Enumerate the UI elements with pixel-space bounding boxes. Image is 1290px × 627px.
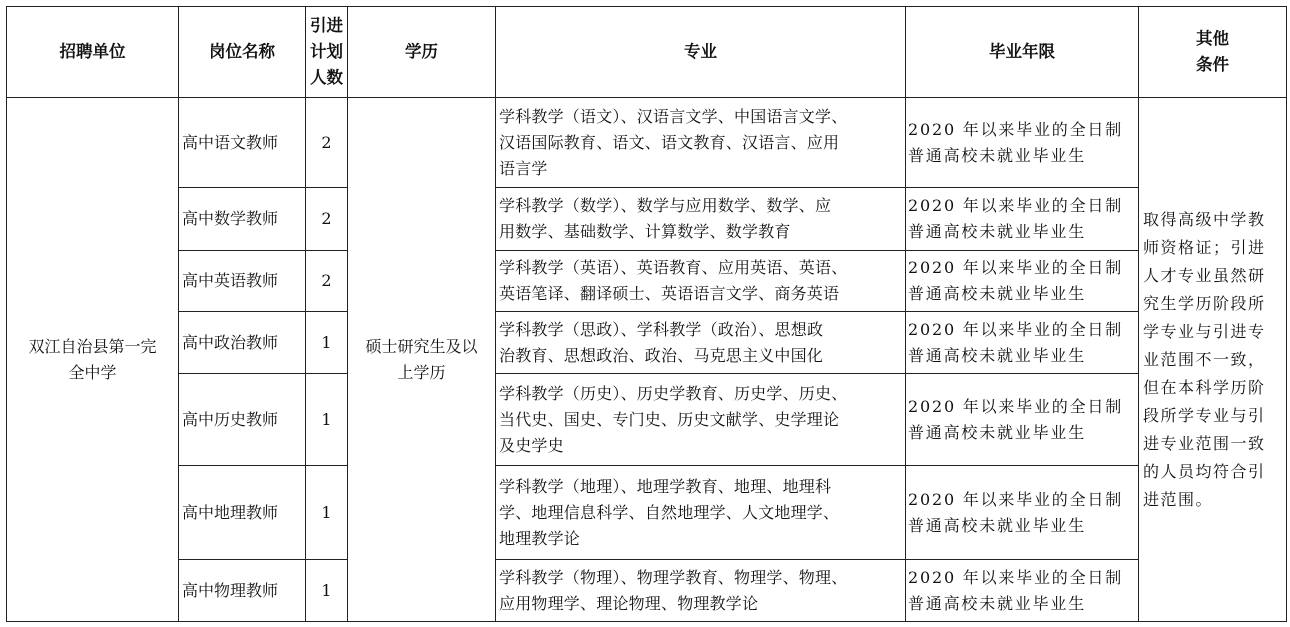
other-line: 进范围。: [1143, 489, 1214, 509]
other-line: 进专业范围一致: [1143, 433, 1266, 453]
position-name: 高中地理教师: [179, 466, 306, 560]
position-name: 高中历史教师: [179, 374, 306, 466]
grad-year-requirement: [906, 188, 1139, 251]
grad-line: 2020 年以来毕业的全日制: [908, 196, 1124, 215]
recruiting-unit: [7, 98, 179, 622]
grad-line: 2020 年以来毕业的全日制: [908, 567, 1124, 587]
grad-line: 2020 年以来毕业的全日制: [908, 489, 1124, 509]
major-line: 地理教学论: [499, 528, 581, 548]
plan-count: 2: [306, 98, 348, 188]
header-other: [1139, 7, 1287, 98]
header-major: 专业: [496, 7, 906, 98]
major-requirement: [496, 98, 906, 188]
major-line: 及史学史: [499, 435, 564, 455]
grad-year-requirement: [906, 98, 1139, 188]
major-line: 治教育、思想政治、政治、马克思主义中国化: [499, 345, 824, 365]
table-row: [7, 466, 1287, 560]
education-requirement: [348, 98, 496, 622]
recruitment-table: [6, 6, 1287, 622]
header-other-line: 其他: [1196, 29, 1229, 48]
other-line: 人才专业虽然研: [1143, 265, 1266, 285]
plan-count: 1: [306, 466, 348, 560]
grad-year-requirement: [906, 560, 1139, 622]
grad-year-requirement: [906, 251, 1139, 312]
plan-count: 1: [306, 312, 348, 374]
major-line: 学科教学（语文）、汉语言文学、中国语言文学、: [499, 106, 848, 126]
unit-line: 双江自治县第一完: [28, 336, 157, 356]
other-line: 师资格证；引进: [1143, 237, 1266, 257]
major-line: 语言学: [499, 158, 548, 178]
table-row: [7, 560, 1287, 622]
major-requirement: [496, 251, 906, 312]
other-line: 段所学专业与引: [1143, 405, 1266, 425]
position-name: 高中政治教师: [179, 312, 306, 374]
major-line: 学科教学（思政）、学科教学（政治）、思想政: [499, 319, 824, 339]
other-line: 但在本科学历阶: [1143, 377, 1266, 397]
education-line: 上学历: [397, 362, 446, 382]
other-line: 业范围不一致，: [1143, 349, 1266, 369]
header-unit: 招聘单位: [7, 7, 179, 98]
table-row: [7, 188, 1287, 251]
other-line: 学专业与引进专: [1143, 321, 1266, 341]
table-row: [7, 374, 1287, 466]
table-row: [7, 312, 1287, 374]
other-line: 取得高级中学教: [1143, 209, 1266, 229]
major-line: 学科教学（地理）、地理学教育、地理、地理科: [499, 476, 832, 496]
header-grad-year: 毕业年限: [906, 7, 1139, 98]
major-line: 学科教学（数学）、数学与应用数学、数学、应: [499, 196, 832, 215]
position-name: 高中数学教师: [179, 188, 306, 251]
grad-line: 普通高校未就业毕业生: [908, 422, 1087, 442]
position-name: 高中语文教师: [179, 98, 306, 188]
position-name: 高中英语教师: [179, 251, 306, 312]
grad-line: 2020 年以来毕业的全日制: [908, 119, 1124, 139]
grad-line: 2020 年以来毕业的全日制: [908, 319, 1124, 339]
grad-year-requirement: [906, 466, 1139, 560]
grad-line: 普通高校未就业毕业生: [908, 593, 1087, 613]
grad-line: 2020 年以来毕业的全日制: [908, 396, 1124, 416]
major-line: 英语笔译、翻译硕士、英语语言文学、商务英语: [499, 284, 840, 303]
plan-count: 1: [306, 560, 348, 622]
education-line: 硕士研究生及以: [365, 336, 478, 356]
grad-line: 普通高校未就业毕业生: [908, 222, 1087, 241]
other-conditions: [1139, 98, 1287, 622]
major-line: 汉语国际教育、语文、语文教育、汉语言、应用: [499, 132, 840, 152]
plan-count: 1: [306, 374, 348, 466]
table-row: [7, 98, 1287, 188]
major-requirement: [496, 312, 906, 374]
major-line: 学科教学（英语）、英语教育、应用英语、英语、: [499, 258, 848, 277]
header-other-line: 条件: [1196, 55, 1229, 74]
major-requirement: [496, 560, 906, 622]
grad-year-requirement: [906, 374, 1139, 466]
grad-line: 2020 年以来毕业的全日制: [908, 258, 1124, 277]
major-requirement: [496, 466, 906, 560]
major-line: 学科教学（历史）、历史学教育、历史学、历史、: [499, 383, 848, 403]
position-name: 高中物理教师: [179, 560, 306, 622]
table-row: [7, 251, 1287, 312]
header-position: 岗位名称: [179, 7, 306, 98]
major-line: 学、地理信息科学、自然地理学、人文地理学、: [499, 502, 840, 522]
major-requirement: [496, 374, 906, 466]
header-plan-line: 引进: [310, 16, 343, 35]
grad-line: 普通高校未就业毕业生: [908, 145, 1087, 165]
major-line: 应用物理学、理论物理、物理教学论: [499, 593, 759, 613]
major-requirement: [496, 188, 906, 251]
header-plan-line: 计划: [310, 42, 343, 61]
header-plan-count: [306, 7, 348, 98]
other-line: 的人员均符合引: [1143, 461, 1266, 481]
header-education: 学历: [348, 7, 496, 98]
unit-line: 全中学: [68, 362, 117, 382]
major-line: 当代史、国史、专门史、历史文献学、史学理论: [499, 409, 840, 429]
plan-count: 2: [306, 251, 348, 312]
grad-year-requirement: [906, 312, 1139, 374]
other-line: 究生学历阶段所: [1143, 293, 1266, 313]
plan-count: 2: [306, 188, 348, 251]
header-row: [7, 7, 1287, 98]
major-line: 用数学、基础数学、计算数学、数学教育: [499, 222, 791, 241]
grad-line: 普通高校未就业毕业生: [908, 284, 1087, 303]
grad-line: 普通高校未就业毕业生: [908, 515, 1087, 535]
header-plan-line: 人数: [310, 68, 343, 87]
major-line: 学科教学（物理）、物理学教育、物理学、物理、: [499, 567, 848, 587]
grad-line: 普通高校未就业毕业生: [908, 345, 1087, 365]
